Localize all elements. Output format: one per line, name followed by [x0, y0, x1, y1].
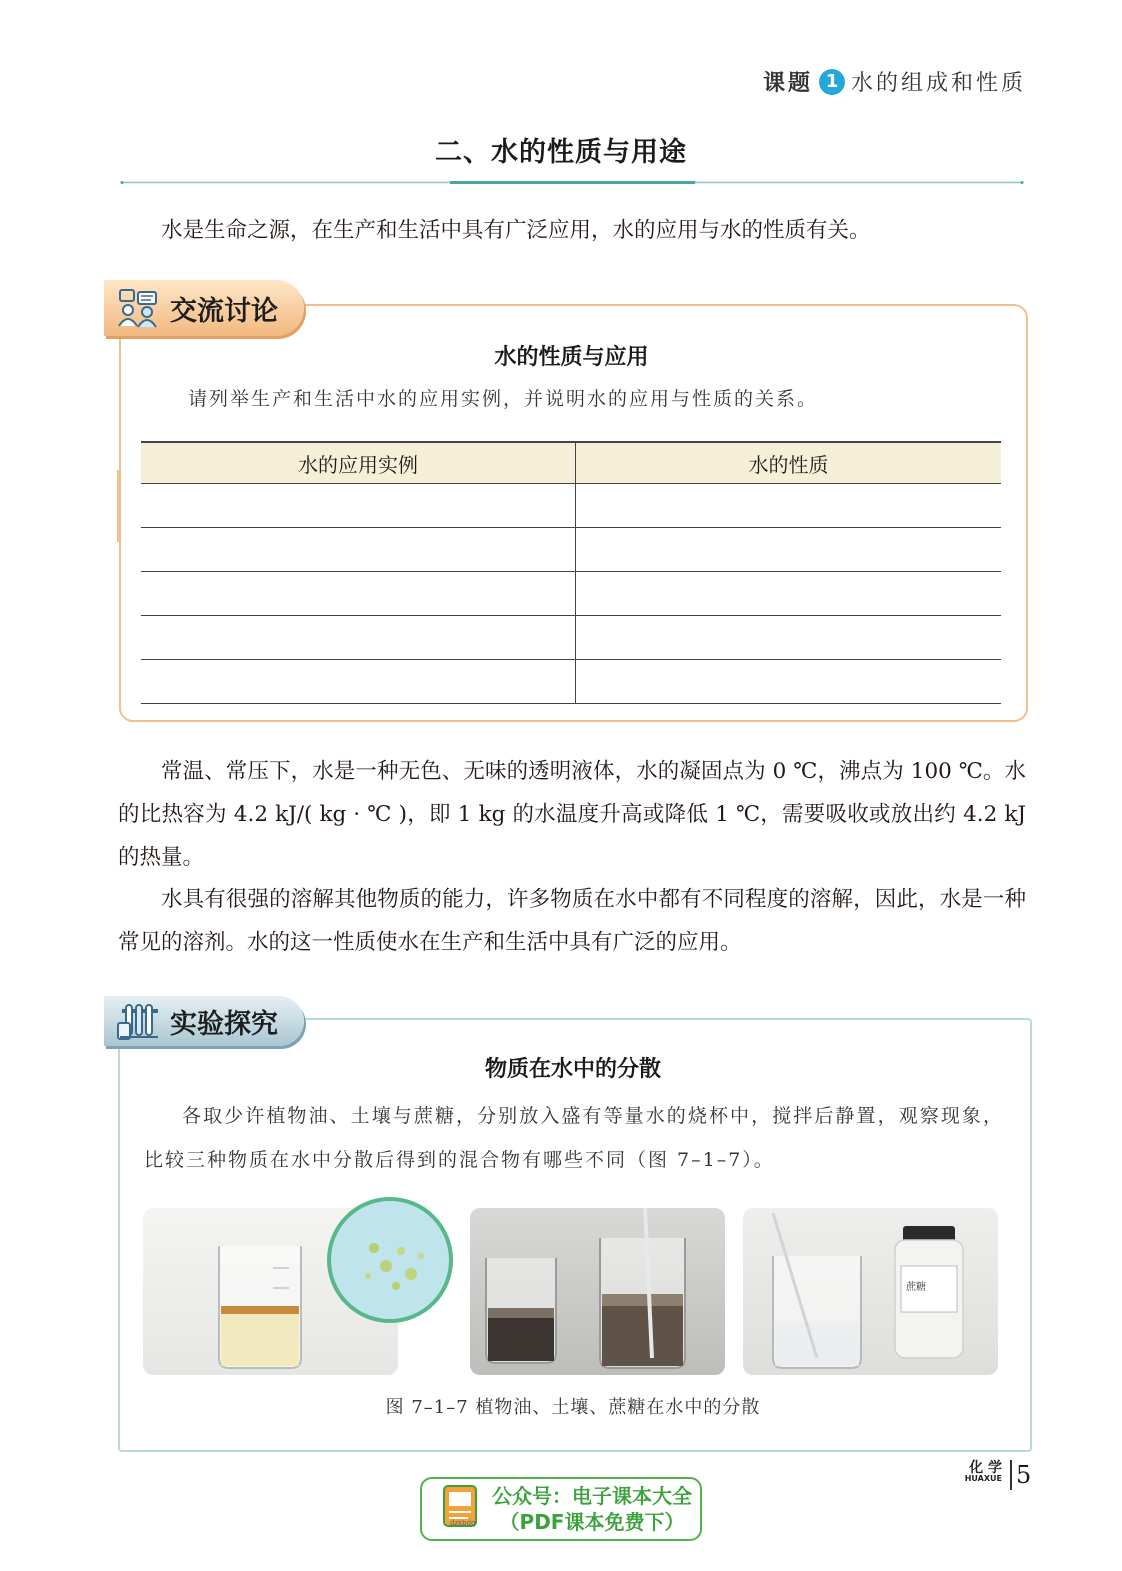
photo-sucrose	[743, 1208, 998, 1375]
table-cell[interactable]	[141, 660, 576, 704]
watermark-line-1: 公众号：电子课本大全	[492, 1484, 692, 1508]
photo-soil	[470, 1208, 725, 1375]
table-row	[141, 572, 1001, 616]
header-water-properties: 水的性质	[576, 442, 1002, 484]
table-cell[interactable]	[141, 616, 576, 660]
book-icon	[438, 1482, 484, 1536]
experiment-title: 物质在水中的分散	[484, 1056, 661, 1082]
table-cell[interactable]	[141, 484, 576, 528]
intro-paragraph: 水是生命之源，在生产和生活中具有广泛应用，水的应用与水的性质有关。	[161, 218, 871, 243]
table-row	[141, 660, 1001, 704]
oil-droplets-closeup	[326, 1196, 454, 1324]
discussion-people-icon	[116, 288, 160, 328]
beaker-sugar-illustration	[743, 1208, 998, 1375]
watermark-text	[492, 1483, 692, 1535]
table-cell[interactable]	[576, 484, 1002, 528]
subject-label	[965, 1461, 1002, 1483]
watermark-line-2: （PDF课本免费下）	[499, 1510, 685, 1534]
experiment-instructions: 各取少许植物油、土壤与蔗糖，分别放入盛有等量水的烧杯中，搅拌后静置，观察现象，比较三种物质在水中分散后得到的混合物有哪些不同（图 7–1–7）。	[144, 1105, 1004, 1171]
table-row	[141, 484, 1001, 528]
lesson-prefix: 课题	[762, 71, 813, 96]
discussion-prompt: 请列举生产和生活中水的应用实例，并说明水的应用与性质的关系。	[188, 388, 819, 410]
discussion-title: 水的性质与应用	[494, 344, 649, 370]
experiment-tag	[104, 996, 304, 1046]
title-divider	[120, 181, 1024, 184]
subject-name-en: HUAXUE	[964, 1474, 1002, 1483]
paragraph-physical-properties: 常温、常压下，水是一种无色、无味的透明液体，水的凝固点为 0 ℃，沸点为 100 ℃。水的比热容为 4.2 kJ/( kg · ℃ )，即 1 kg 的水温度升高或降低 1 ℃，需要吸收或放出约 4.2 kJ 的热量。	[118, 759, 1026, 870]
test-tubes-icon	[116, 1001, 160, 1041]
figure-caption: 图 7–1–7 植物油、土壤、蔗糖在水中的分散	[385, 1397, 761, 1418]
paragraph-solvent: 水具有很强的溶解其他物质的能力，许多物质在水中都有不同程度的溶解，因此，水是一种常见的溶剂。水的这一性质使水在生产和生活中具有广泛的应用。	[118, 887, 1026, 955]
table-cell[interactable]	[576, 528, 1002, 572]
running-head	[763, 66, 1026, 97]
header-application-examples: 水的应用实例	[141, 442, 576, 484]
section-title: 二、水的性质与用途	[435, 137, 687, 168]
table-header-row	[141, 442, 1001, 484]
lesson-title: 水的组成和性质	[850, 71, 1026, 96]
table-row	[141, 528, 1001, 572]
watermark-icon-label: dzkbdq	[450, 1519, 476, 1527]
table-cell[interactable]	[141, 572, 576, 616]
table-cell[interactable]	[576, 660, 1002, 704]
sugar-bottle-label: 蔗糖	[906, 1282, 926, 1293]
table-cell[interactable]	[576, 616, 1002, 660]
discussion-side-accent	[117, 470, 121, 542]
table-cell[interactable]	[576, 572, 1002, 616]
watermark-badge	[420, 1477, 702, 1541]
beakers-soil-illustration	[470, 1208, 725, 1375]
experiment-tag-label: 实验探究	[170, 1008, 278, 1040]
application-table	[141, 441, 1001, 704]
subject-name-cn: 化 学	[969, 1460, 1002, 1476]
table-row	[141, 616, 1001, 660]
page-number: 5	[1010, 1460, 1031, 1490]
discussion-tag-label: 交流讨论	[170, 295, 278, 327]
lesson-number-badge: 1	[819, 69, 845, 95]
table-cell[interactable]	[141, 528, 576, 572]
discussion-tag	[104, 280, 304, 336]
